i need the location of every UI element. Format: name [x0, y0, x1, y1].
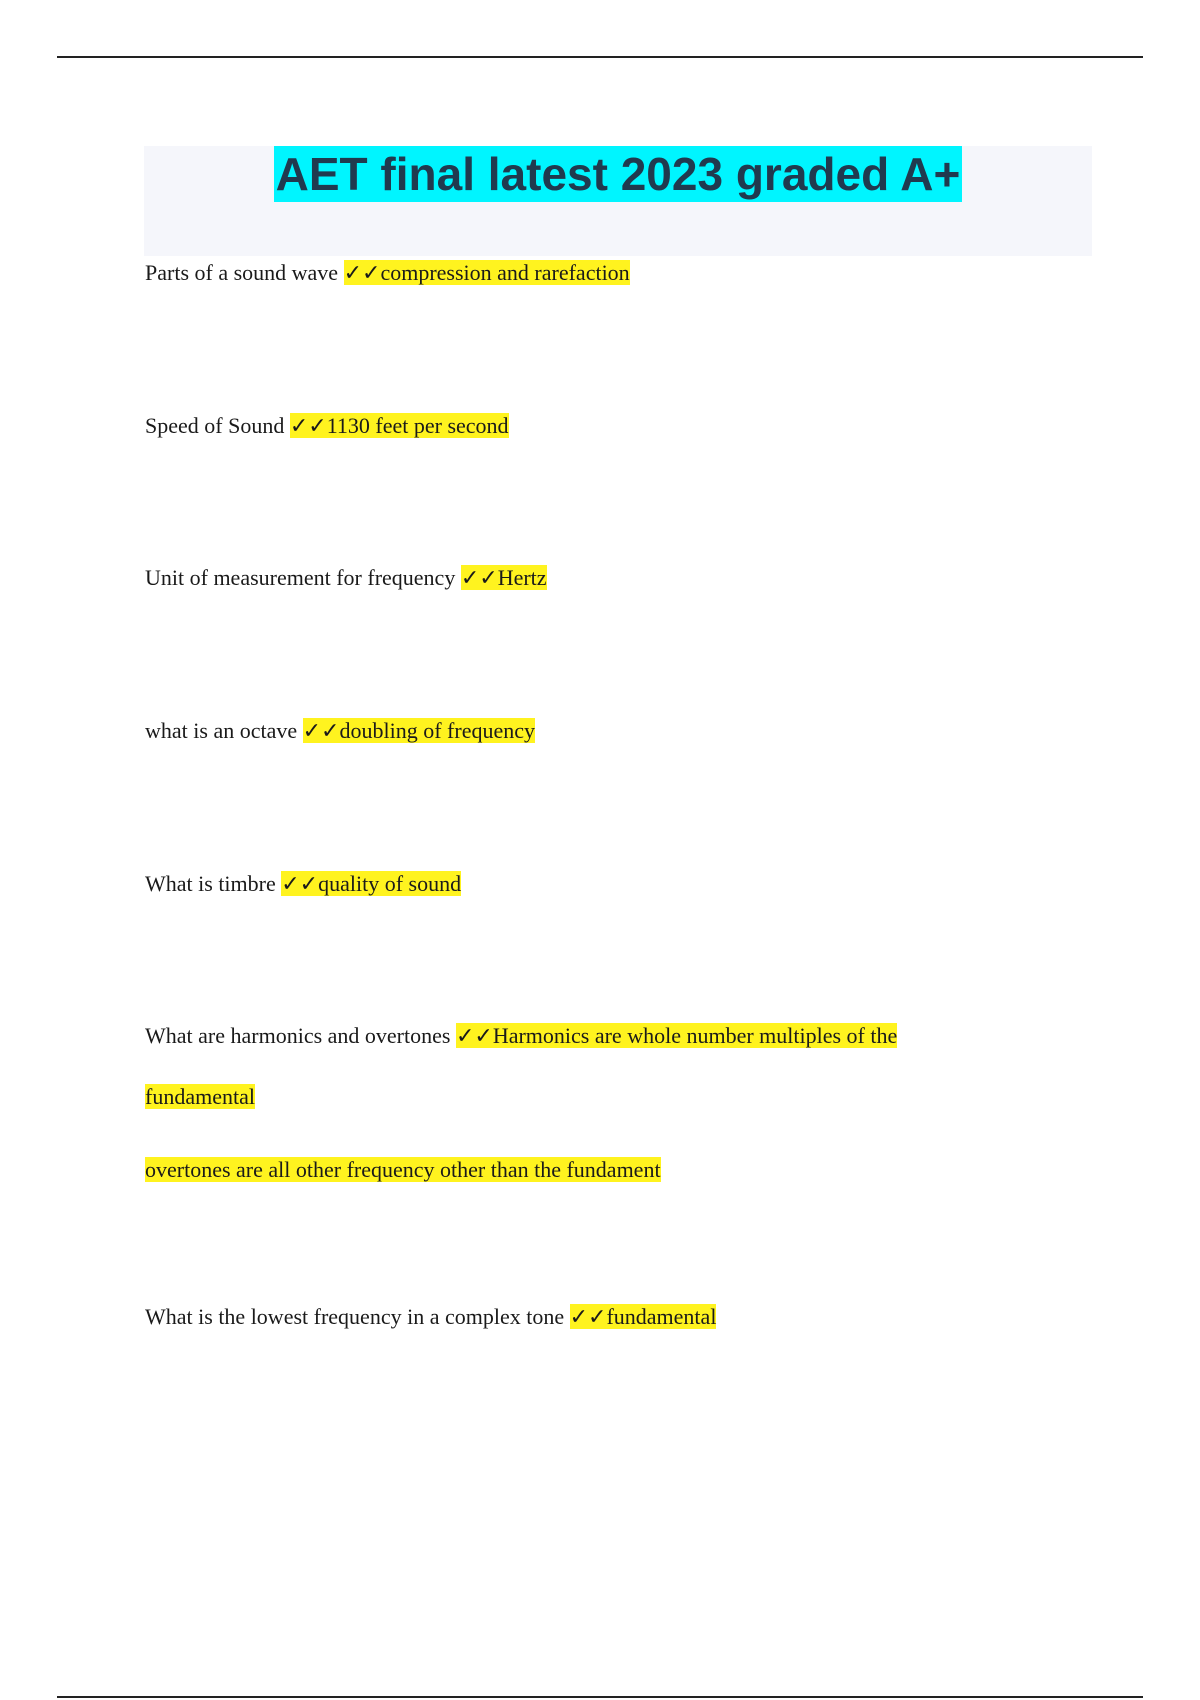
- qa-item-3: [145, 563, 547, 594]
- qa-item-6: [145, 1021, 897, 1052]
- footer-rule: [57, 1696, 1143, 1698]
- title-band: [144, 146, 1092, 256]
- question-text: Unit of measurement for frequency: [145, 565, 456, 590]
- answer-highlight: [456, 1023, 897, 1048]
- document-title-text: AET final latest 2023 graded A+: [275, 148, 961, 200]
- qa-item-6-overtones: [145, 1155, 661, 1185]
- answer-highlight: [344, 260, 630, 285]
- qa-item-6-continuation: [145, 1082, 255, 1112]
- double-check-icon: ✓✓: [281, 872, 319, 897]
- qa-item-4: [145, 716, 535, 747]
- answer-text: compression and rarefaction: [380, 260, 630, 285]
- answer-highlight: [303, 718, 535, 743]
- double-check-icon: ✓✓: [460, 566, 498, 591]
- answer-text: Harmonics are whole number multiples of the: [492, 1023, 898, 1048]
- answer-highlight: [570, 1304, 717, 1329]
- question-text: What is the lowest frequency in a complex tone: [145, 1304, 565, 1329]
- double-check-icon: ✓✓: [343, 261, 381, 286]
- answer-text: 1130 feet per second: [326, 413, 509, 438]
- document-title: [144, 146, 1092, 202]
- question-text: Parts of a sound wave: [145, 260, 339, 285]
- qa-item-1: [145, 258, 630, 289]
- double-check-icon: ✓✓: [455, 1024, 493, 1049]
- question-text: what is an octave: [145, 718, 298, 743]
- answer-text: fundamental: [606, 1304, 717, 1329]
- qa-item-7: [145, 1302, 716, 1333]
- answer-highlight: [290, 413, 509, 438]
- double-check-icon: ✓✓: [289, 414, 327, 439]
- double-check-icon: ✓✓: [569, 1305, 607, 1330]
- answer-text-line2: fundamental: [145, 1084, 255, 1109]
- answer-text: doubling of frequency: [339, 718, 535, 743]
- question-text: Speed of Sound: [145, 413, 285, 438]
- qa-item-2: [145, 411, 509, 442]
- double-check-icon: ✓✓: [302, 719, 340, 744]
- answer-text: quality of sound: [318, 871, 462, 896]
- answer-text: Hertz: [497, 565, 547, 590]
- qa-item-5: [145, 869, 461, 900]
- header-rule: [57, 56, 1143, 58]
- answer-highlight: [281, 871, 461, 896]
- answer-text-line3: overtones are all other frequency other than the fundament: [145, 1157, 661, 1182]
- question-text: What are harmonics and overtones: [145, 1023, 451, 1048]
- answer-highlight: [461, 565, 547, 590]
- question-text: What is timbre: [145, 871, 276, 896]
